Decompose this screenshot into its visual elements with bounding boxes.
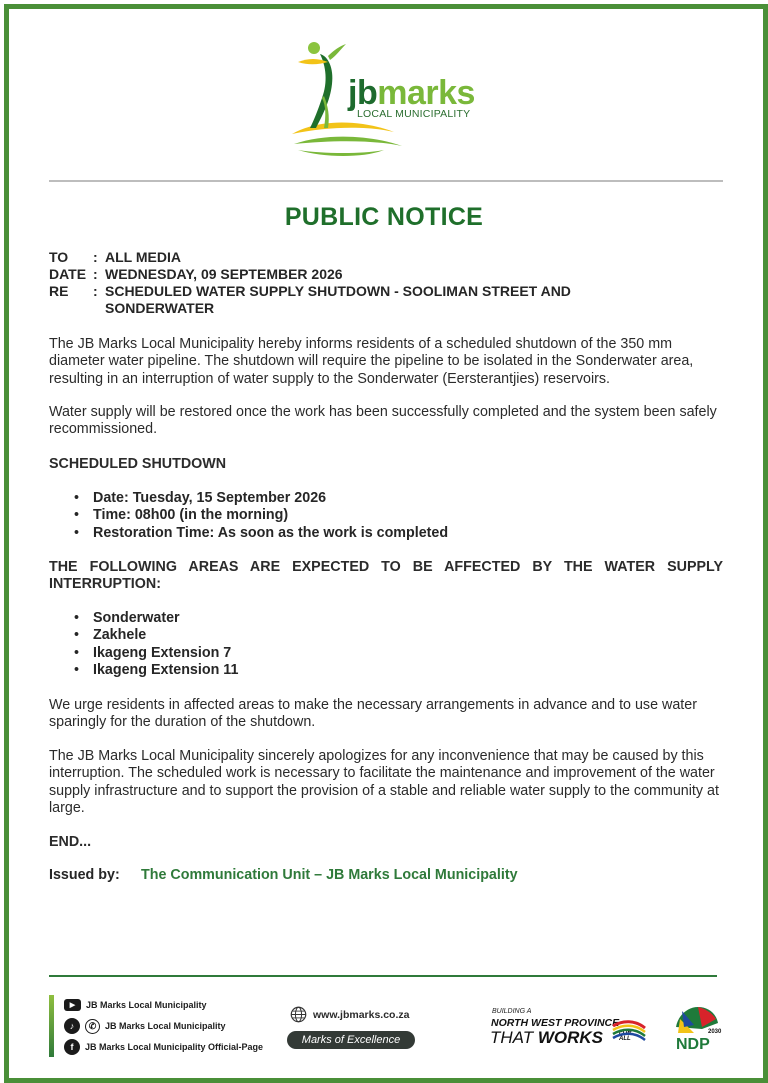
meta-date-label: DATE [49,266,87,282]
heading-scheduled-shutdown: SCHEDULED SHUTDOWN [49,456,227,472]
nwp-that: THAT [490,1028,538,1047]
logo-subtitle: LOCAL MUNICIPALITY [357,108,471,120]
social-facebook[interactable] [64,1039,263,1055]
facebook-icon: f [64,1039,80,1055]
youtube-icon: ▶ [64,999,81,1011]
meta-re [49,283,729,317]
nwp-building: BUILDING A [492,1008,532,1015]
ndp-year: 2030 [708,1029,722,1035]
nwp-that-works [490,1028,603,1048]
tagline-badge: Marks of Excellence [287,1031,415,1049]
meta-colon: : [93,266,98,282]
list-item: • Time: 08h00 (in the morning) [74,507,448,524]
meta-colon: : [93,283,98,299]
meta-to [49,249,729,266]
list-item: • Date: Tuesday, 15 September 2026 [74,490,448,507]
list-item: • Ikageng Extension 11 [74,662,238,679]
meta-to-label: TO [49,249,69,265]
issued-by-value: The Communication Unit – JB Marks Local Municipality [141,867,518,883]
social-tiktok-whatsapp[interactable] [64,1018,226,1034]
paragraph-intro: The JB Marks Local Municipality hereby informs residents of a scheduled shutdown of the 350 mm diameter water pipeline. The shutdown will require the pipeline to be isolated in the Sonderwater area, resulting in an interruption of water supply to the Sonderwater (Eersterantjies) reservoirs. [49,336,694,387]
ndp-logo [672,1005,722,1051]
paragraph-apology: The JB Marks Local Municipality sincerely apologizes for any inconvenience that may be caused by this interruption. The scheduled work is necessary to facilitate the maintenance and improvement of the water supply infrastructure and to support the provision of a stable and reliable water supply to the community at large. [49,748,719,816]
issued-by [49,867,518,883]
end-marker: END... [49,834,92,850]
list-item: • Restoration Time: As soon as the work is completed [74,525,448,542]
tiktok-icon: ♪ [64,1018,80,1034]
whatsapp-icon: ✆ [85,1019,100,1034]
meta-re-value: SCHEDULED WATER SUPPLY SHUTDOWN - SOOLIMAN STREET AND SONDERWATER [105,283,571,316]
flag-swoosh-icon [611,1014,647,1044]
paragraph-urge: We urge residents in affected areas to make the necessary arrangements in advance and to use water sparingly for the duration of the shutdown. [49,697,697,731]
list-item: • Zakhele [74,627,238,644]
globe-icon [290,1006,307,1023]
logo-marks: marks [377,74,475,112]
issued-by-label: Issued by: [49,867,120,883]
footer-divider [49,975,717,977]
meta-date [49,266,729,283]
page-title: PUBLIC NOTICE [284,203,484,231]
nwp-for: FOR [619,1030,632,1036]
website-url: www.jbmarks.co.za [313,1008,410,1021]
nwp-province: NORTH WEST PROVINCE [491,1017,620,1029]
meta-re-label: RE [49,283,69,299]
areas-list [74,610,238,679]
nwp-logo [489,1008,649,1048]
meta-date-value: WEDNESDAY, 09 SEPTEMBER 2026 [105,266,343,282]
social-links [49,995,279,1057]
social-label: JB Marks Local Municipality [105,1021,226,1031]
social-accent-bar [49,995,54,1057]
meta-colon: : [93,249,98,265]
logo-jb: jb [348,74,378,112]
paragraph-restoration: Water supply will be restored once the work has been successfully completed and the system been safely recommissioned. [49,404,717,438]
nwp-all: ALL [619,1036,631,1042]
notice-meta [49,249,729,317]
shutdown-list [74,490,448,542]
social-label: JB Marks Local Municipality Official-Page [85,1042,264,1052]
website-link[interactable] [290,1006,409,1023]
nwp-works: WORKS [537,1028,604,1047]
list-item: • Sonderwater [74,610,238,627]
social-youtube[interactable] [64,999,207,1011]
ndp-text: NDP [676,1036,710,1051]
social-label: JB Marks Local Municipality [86,1000,207,1010]
meta-to-value: ALL MEDIA [105,249,181,265]
list-item: • Ikageng Extension 7 [74,645,238,662]
top-divider [49,180,723,182]
heading-affected-areas: THE FOLLOWING AREAS ARE EXPECTED TO BE AFFECTED BY THE WATER SUPPLY INTERRUPTION: [49,559,723,593]
